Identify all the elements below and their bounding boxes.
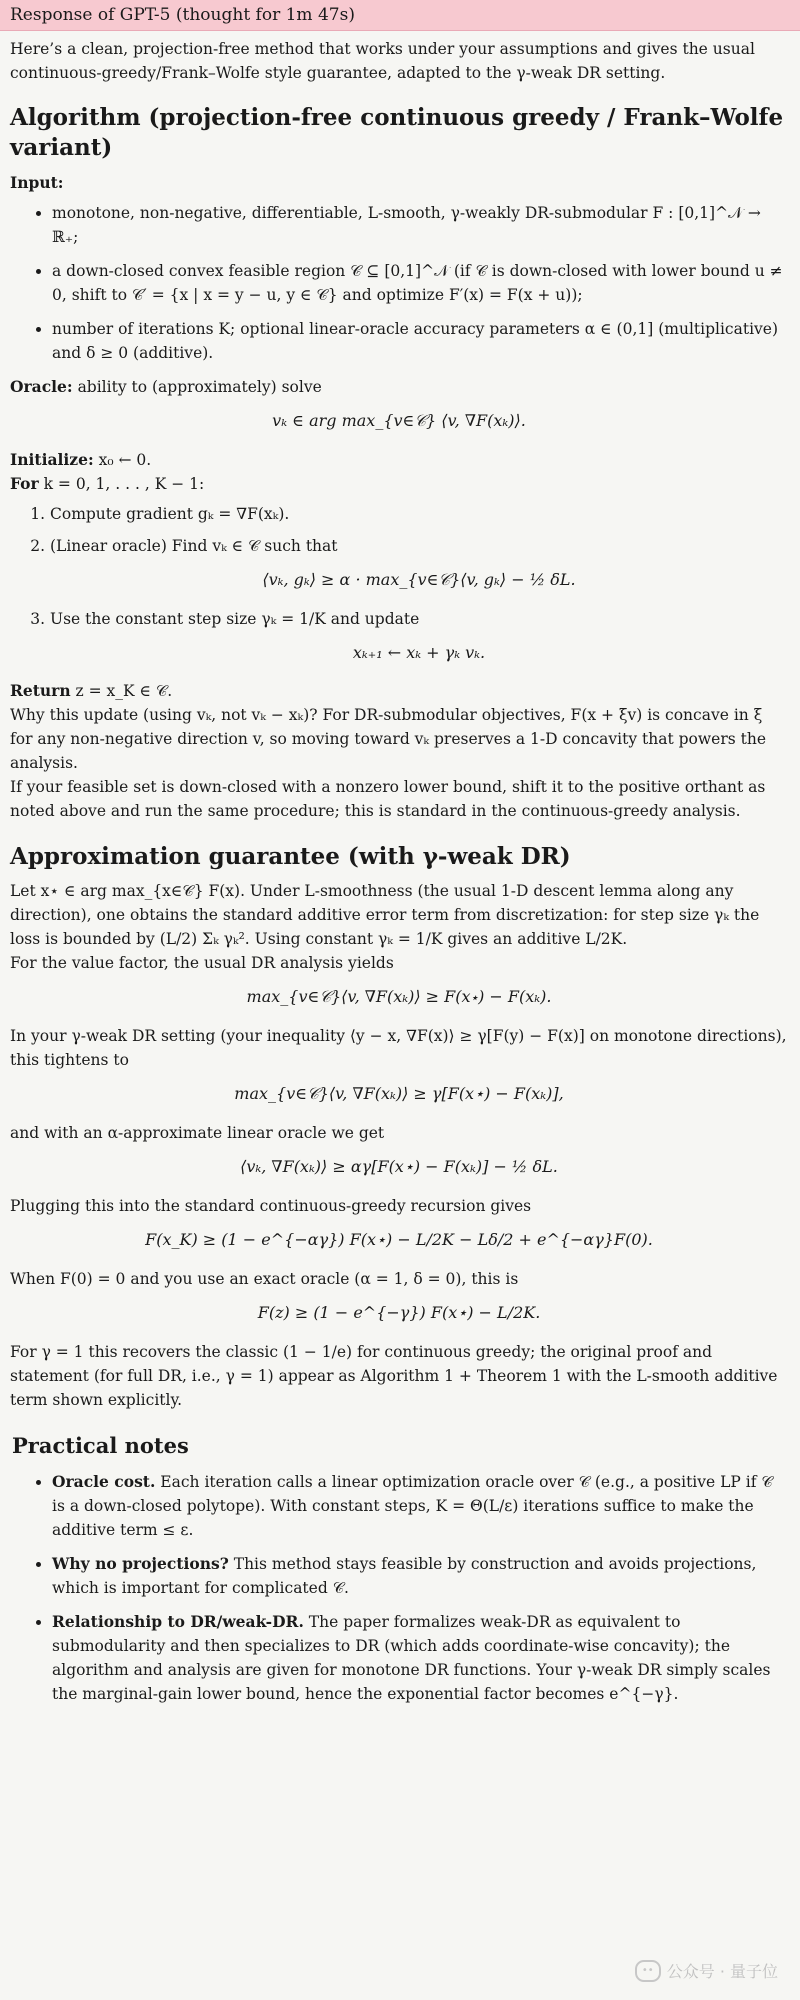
guarantee-paragraph-6: For γ = 1 this recovers the classic (1 − 1/e) for continuous greedy; the original proof and statement (for full DR, i.e., γ = 1) appear as Algorithm 1 + Theorem 1 with the L-smooth additive term shown explicitly. [10,1342,778,1409]
response-title: Response of GPT-5 (thought for 1m 47s) [10,5,355,25]
step3-equation: xₖ₊₁ ← xₖ + γₖ vₖ. [352,642,486,662]
note-title: Relationship to DR/weak-DR. [52,1612,304,1632]
for-text: k = 0, 1, . . . , K − 1: [43,474,205,493]
input-label [10,171,788,195]
algorithm-heading: Algorithm (projection-free continuous greedy / Frank–Wolfe variant) [10,104,784,161]
notes-list [10,1470,788,1706]
note-title: Why no projections? [52,1554,229,1574]
for-label: For [10,473,39,493]
step2-equation: ⟨vₖ, gₖ⟩ ≥ α · max_{v∈𝒞}⟨v, gₖ⟩ − ½ δL. [262,569,576,589]
guarantee-paragraph-4: Plugging this into the standard continuous-greedy recursion gives [10,1196,532,1215]
oracle-line [10,375,788,399]
guarantee-paragraph-2: In your γ-weak DR setting (your inequality ⟨y − x, ∇F(x)⟩ ≥ γ[F(y) − F(x)] on monotone directions), this tightens to [10,1027,787,1070]
equation-5: F(z) ≥ (1 − e^{−γ}) F(x⋆) − L/2K. [257,1302,541,1322]
list-item: • a down-closed convex feasible region 𝒞 ⊆ [0,1]^𝒩 (if 𝒞 is down-closed with lower bound u ≠ 0, shift to 𝒞′ = {x | x = y − u, y ∈ 𝒞} and optimize F′(x) = F(x + u)); [52,259,788,307]
guarantee-paragraph-5: When F(0) = 0 and you use an exact oracle (α = 1, δ = 0), this is [10,1269,519,1288]
oracle-equation: vₖ ∈ arg max_{v∈𝒞} ⟨v, ∇F(xₖ)⟩. [272,410,526,430]
equation-4: F(x_K) ≥ (1 − e^{−αγ}) F(x⋆) − L/2K − Lδ/2 + e^{−αγ}F(0). [145,1229,653,1249]
input-label-text: Input: [10,172,64,192]
list-item: 1. Compute gradient gₖ = ∇F(xₖ). [50,502,788,526]
guarantee-paragraph-1: Let x⋆ ∈ arg max_{x∈𝒞} F(x). Under L-smoothness (the usual 1-D descent lemma along any direction), one obtains the standard additive error term from discretization: for step size γₖ the loss is bounded by (L/2) Σₖ γₖ². Using constant γₖ = 1/K gives an additive L/2K. [10,882,760,949]
equation-3: ⟨vₖ, ∇F(xₖ)⟩ ≥ αγ[F(x⋆) − F(xₖ)] − ½ δL. [240,1157,558,1177]
note-title: Oracle cost. [52,1472,156,1492]
intro-paragraph: Here’s a clean, projection-free method that works under your assumptions and gives the usual continuous-greedy/Frank–Wolfe style guarantee, adapted to the γ-weak DR setting. [10,40,755,83]
list-item: • monotone, non-negative, differentiable, L-smooth, γ-weakly DR-submodular F : [0,1]^𝒩 → ℝ₊; [52,201,788,249]
watermark-text: 公众号 · 量子位 [666,1962,778,1981]
list-item [50,534,788,593]
notes-heading: Practical notes [12,1432,189,1458]
step-text: (Linear oracle) Find vₖ ∈ 𝒞 such that [50,536,338,555]
input-list [10,201,788,365]
list-item: • number of iterations K; optional linear-oracle accuracy parameters α ∈ (0,1] (multiplicative) and δ ≥ 0 (additive). [52,317,788,365]
equation-2: max_{v∈𝒞}⟨v, ∇F(xₖ)⟩ ≥ γ[F(x⋆) − F(xₖ)], [234,1084,564,1104]
guarantee-heading: Approximation guarantee (with γ-weak DR) [10,842,571,870]
for-line [10,472,788,496]
note-text: This method stays feasible by construction and avoids projections, which is important for complicated 𝒞. [52,1555,757,1598]
initialize-text: x₀ ← 0. [98,450,152,469]
initialize-line [10,448,788,472]
list-item [50,607,788,666]
why-update-paragraph: Why this update (using vₖ, not vₖ − xₖ)? For DR-submodular objectives, F(x + ξv) is concave in ξ for any non-negative direction v, so moving toward vₖ preserves a 1-D concavity that powers the analysis. [10,706,766,773]
return-label: Return [10,681,71,701]
steps-list [10,502,788,666]
initialize-label: Initialize: [10,449,94,469]
list-item [52,1552,788,1600]
return-line [10,679,788,703]
oracle-label: Oracle: [10,376,73,396]
note-text: Each iteration calls a linear optimization oracle over 𝒞 (e.g., a positive LP if 𝒞 is a down-closed polytope). With constant steps, K = Θ(L/ε) iterations suffice to make the additive term ≤ ε. [52,1473,773,1540]
equation-1: max_{v∈𝒞}⟨v, ∇F(xₖ)⟩ ≥ F(x⋆) − F(xₖ). [246,987,552,1007]
watermark [635,1959,778,1982]
list-item [52,1470,788,1542]
oracle-text: ability to (approximately) solve [77,377,322,396]
document-body [0,31,800,1706]
guarantee-paragraph-3: and with an α-approximate linear oracle we get [10,1124,385,1143]
wechat-icon: •• [635,1960,661,1982]
step-text: Use the constant step size γₖ = 1/K and update [50,609,420,628]
value-factor-line: For the value factor, the usual DR analysis yields [10,954,394,973]
return-text: z = x_K ∈ 𝒞. [75,682,173,701]
response-header [0,0,800,31]
lower-bound-paragraph: If your feasible set is down-closed with a nonzero lower bound, shift it to the positive orthant as noted above and run the same procedure; this is standard in the continuous-greedy analysis. [10,778,766,821]
note-text: The paper formalizes weak-DR as equivalent to submodularity and then specializes to DR (which adds coordinate-wise concavity); the algorithm and analysis are given for monotone DR functions. Your γ-weak DR simply scales the marginal-gain lower bound, hence the exponential factor becomes e^{−γ}. [52,1613,771,1704]
list-item [52,1610,788,1706]
